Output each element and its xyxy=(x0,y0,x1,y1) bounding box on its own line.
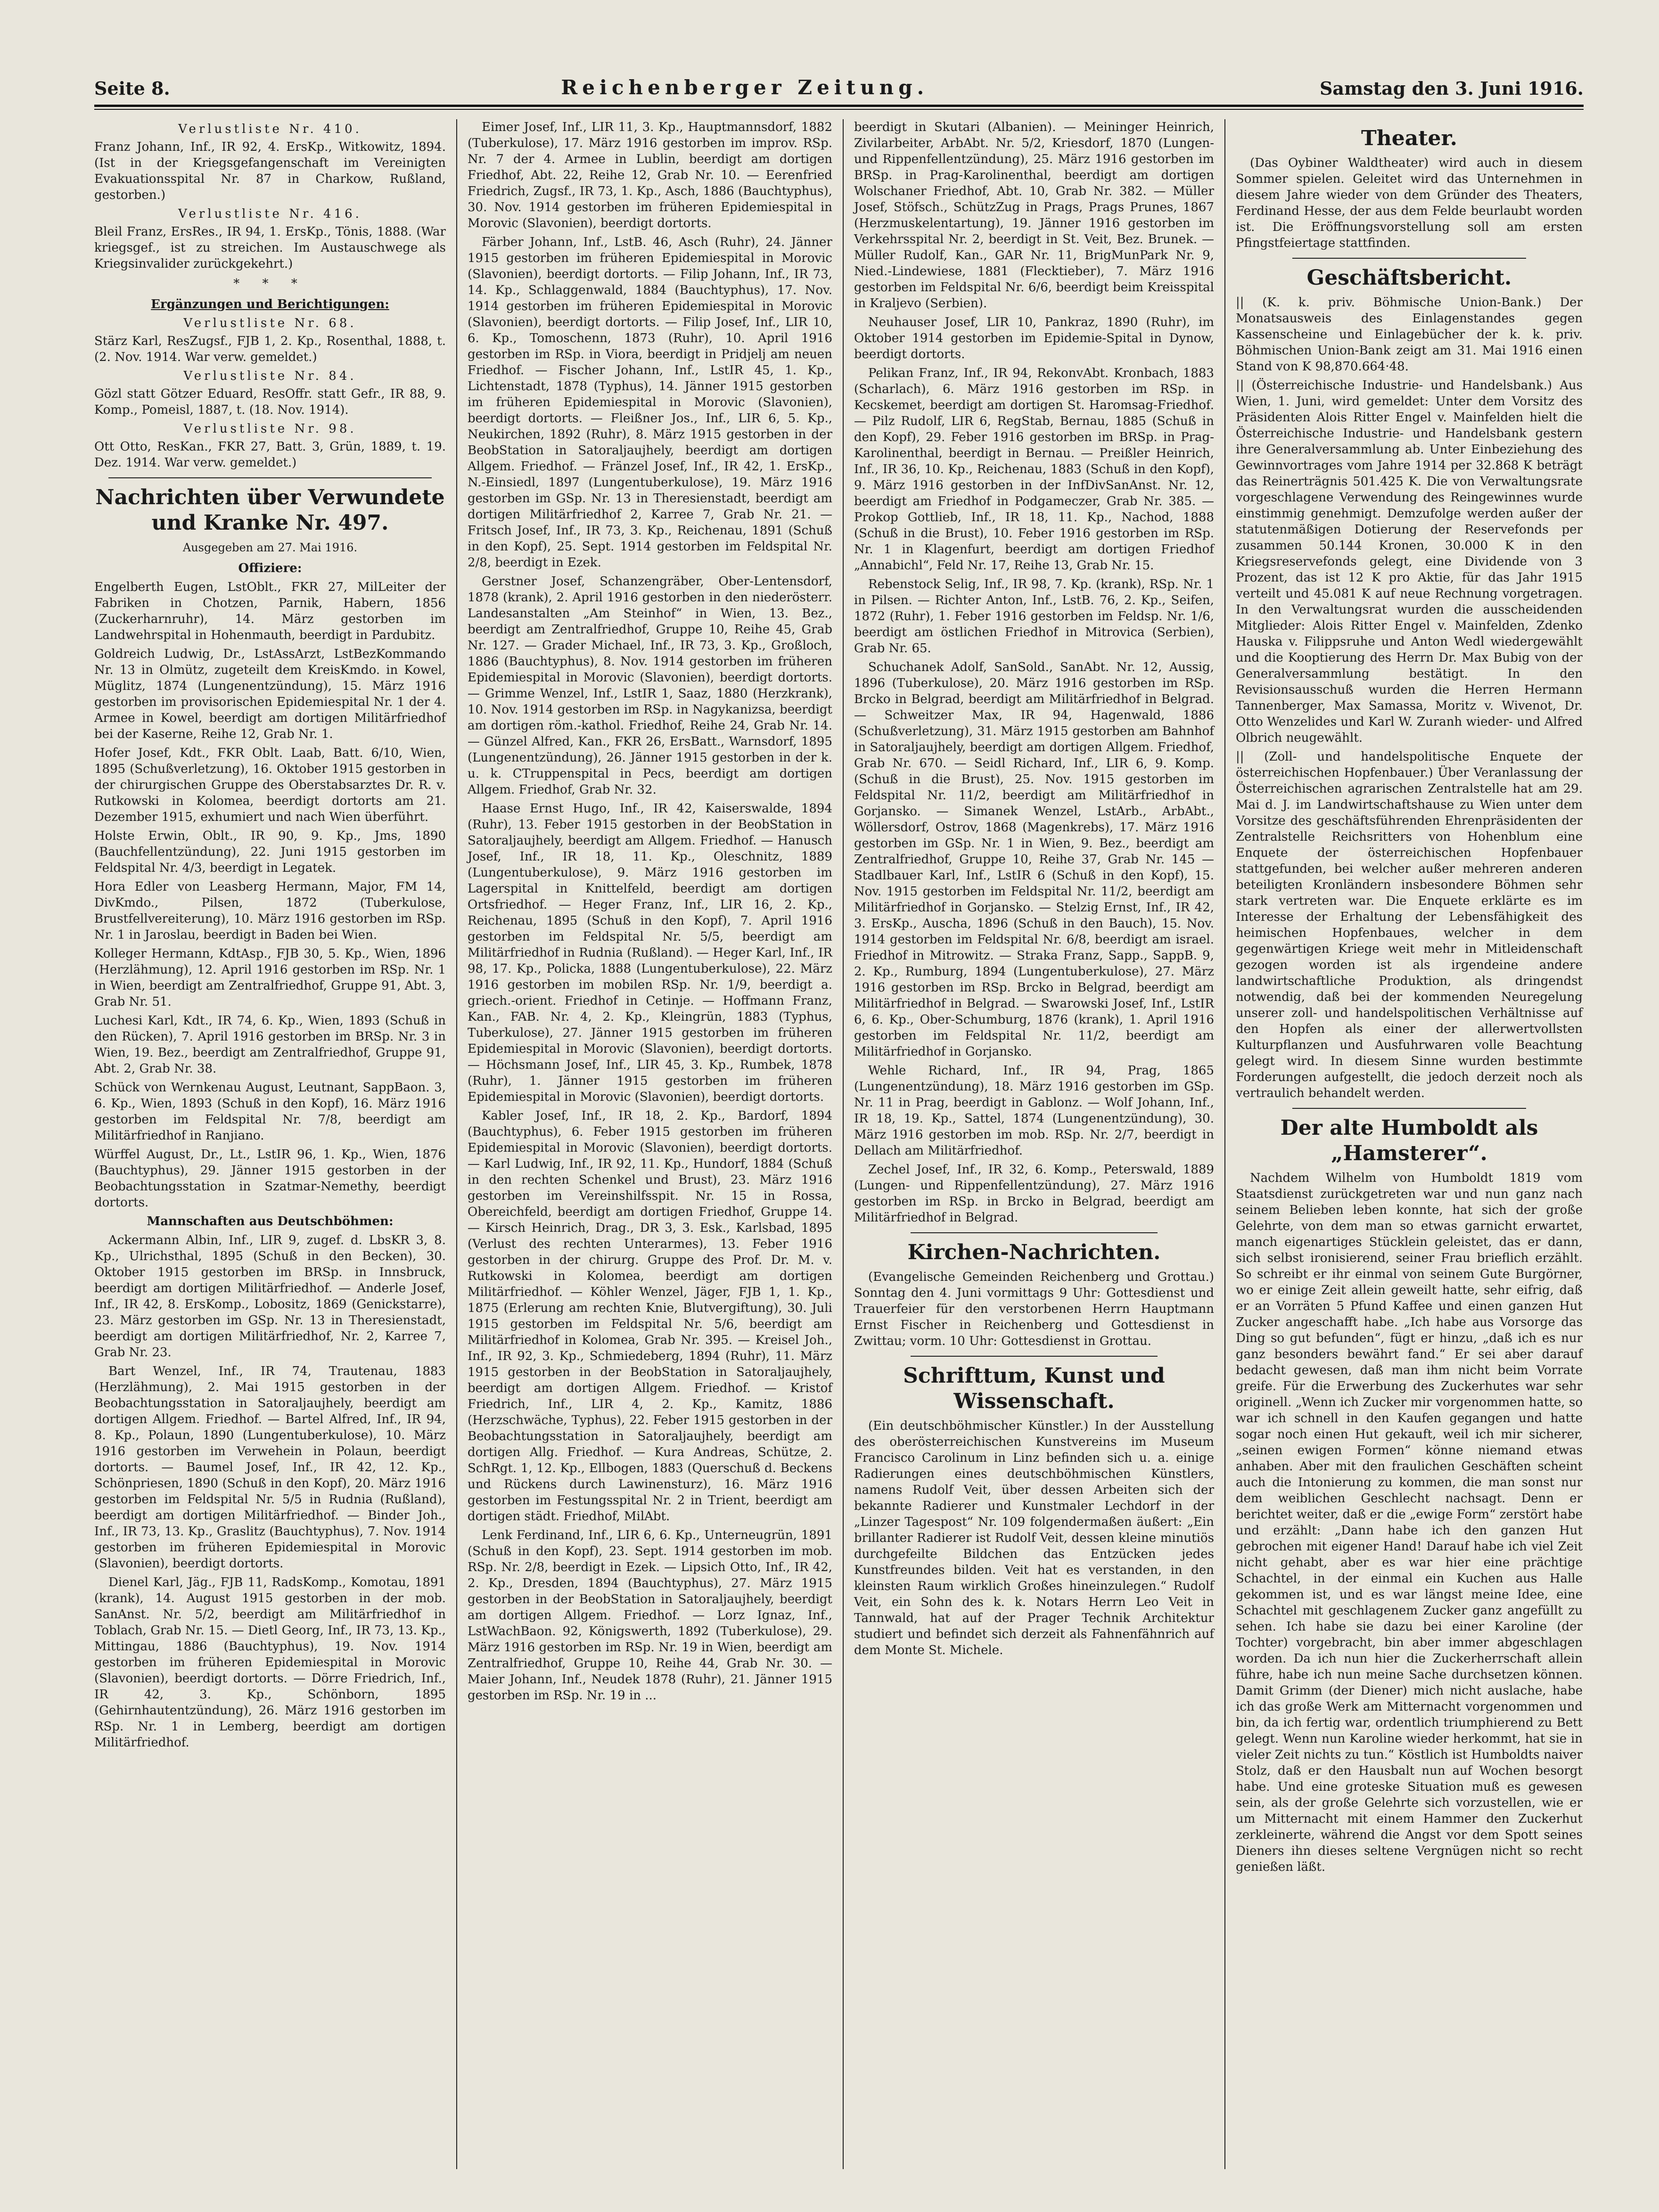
officer-entry: Luchesi Karl, Kdt., IR 74, 6. Kp., Wien, 1893 (Schuß in den Rücken), 7. April 1916 gestorben im BRSp. Nr. 3 in Wien, 19. Bez., beerdigt am Zentralfriedhof, Gruppe 91, Abt. 2, Grab Nr. 38. xyxy=(94,1014,446,1076)
wounded-news-title: Nachrichten über Verwundete und Kranke Nr. 497. xyxy=(95,485,445,535)
humboldt-article-text: Nachdem Wilhelm von Humboldt 1819 vom Staatsdienst zurückgetreten war und nun ganz nach seinem Belieben leben konnte, hat sich der große Gelehrte, von dem man so etwas garnicht erwartet, manch eigenartiges Stücklein geleistet, das er dann, sich selbst ironisierend, seiner Frau brieflich erzählt. So schreibt er ihr einmal von seinem Gute Burgörner, wo er einige Zeit allein geweilt hatte, sehr eifrig, daß er an Vorräten 5 Pfund Kaffee und einen ganzen Hut Zucker angeschafft habe. „Ich habe aus Vorsorge das Ding so gut befunden“, fügt er hinzu, „daß ich es nur ganz besonders bewährt fand.“ Er sei aber darauf bedacht gewesen, daß man ihm nicht beim Vorrate greife. Für die Erwerbung des Zuckerhutes war sehr originell. „Wenn ich Zucker mir vorgenommen hatte, so war ich schnell in den Kaufen gegangen und hatte sogar noch einen Hut gekauft, weil ich mir sicherer, „seinen ewigen Formen“ könne niemand etwas anhaben. Aber mit den fraulichen Geschäften scheint auch die Intonierung zu kommen, die man sonst nur dem weiblichen Geschlecht nachsagt. Denn er berichtet weiter, daß er die „ewige Form“ zerstört habe und erzählt: „Dann habe ich den ganzen Hut gebrochen mit eigener Hand! Darauf habe ich viel Zeit nicht gehabt, aber es war hier eine prächtige Schachtel, in der einmal ein Kuchen aus Halle gekommen ist, und es war längst meine Idee, eine Schachtel mit geschlagenem Zucker ganz angefüllt zu sehen. Ich habe sie dazu bei einer Karoline (der Tochter) vorgebracht, bin aber immer abgeschlagen worden. Da ich nun hier die Zuckerherrschaft allein führe, habe ich nun meine Sache durchsetzen können. Damit Grimm (der Diener) mich nicht auslache, habe ich das große Werk am Mitternacht vorgenommen und bin, da ich fertig war, ordentlich triumphierend zu Bett gelegt. Wenn nun Karoline wieder herkommt, hat sie in vieler Zeit nichts zu tun.“ Köstlich ist Humboldts naiver Stolz, daß er den Hausbalt nun auf Wochen besorgt habe. Und eine groteske Situation muß es gewesen sein, als der große Gelehrte sich vorzustellen, wie er um Mitternacht mit einem Hammer den Zuckerhut zerkleinerte, während die Angst vor dem Spott seines Dieners ihn dieses seltene Vergnügen nicht so recht genießen läßt. xyxy=(1236,1171,1583,1874)
loss-list-68-entry: Stärz Karl, ResZugsf., FJB 1, 2. Kp., Rosenthal, 1888, t. (2. Nov. 1914. War verw. gemeldet.) xyxy=(94,334,446,364)
corrections-title: Ergänzungen und Berichtigungen: xyxy=(151,297,389,311)
column-2 xyxy=(457,119,844,2169)
loss-list-84-title: Verlustliste Nr. 84. xyxy=(183,369,357,383)
section-divider xyxy=(911,1356,1158,1357)
literature-art-science-title: Schrifttum, Kunst und Wissenschaft. xyxy=(903,1364,1165,1413)
officer-entry: Holste Erwin, Oblt., IR 90, 9. Kp., Jms, 1890 (Bauchfellentzündung), 22. Juni 1915 gestorben im Feldspital Nr. 4/3, beerdigt in Legatek. xyxy=(94,829,446,875)
men-entry: Färber Johann, Inf., LstB. 46, Asch (Ruhr), 24. Jänner 1915 gestorben im früheren Epidemiespital in Morovic (Slavonien), beerdigt dortorts. — Filip Johann, Inf., IR 73, 14. Kp., Schlaggenwald, 1884 (Bauchtyphus), 17. Nov. 1914 gestorben im früheren Epidemiespital in Morovic (Slavonien), beerdigt dortorts. — Filip Josef, Inf., LIR 10, 6. Kp., Tomoschenn, 1873 (Ruhr), 10. April 1916 gestorben im RSp. in Viora, beerdigt in Pridjelj am neuen Friedhof. — Fischer Johann, Inf., LstIR 45, 1. Kp., Lichtenstadt, 1878 (Typhus), 14. Jänner 1915 gestorben im früheren Epidemiespital in Morovic (Slavonien), beerdigt dortorts. — Fleißner Jos., Inf., LIR 6, 5. Kp., Neukirchen, 1892 (Ruhr), 8. März 1915 gestorben in der BeobStation in Satoraljaujhely, beerdigt am dortigen Allgem. Friedhof. — Fränzel Josef, Inf., IR 42, 1. ErsKp., N.-Einsiedl, 1897 (Lungentuberkulose), 19. März 1916 gestorben im GSp. Nr. 13 in Theresienstadt, beerdigt am dortigen Militärfriedhof 2, Karree 7, Grab Nr. 21. — Fritsch Josef, Inf., IR 73, 3. Kp., Reichenau, 1891 (Schuß in den Kopf), 25. Sept. 1914 gestorben im Feldspital Nr. 2/8, beerdigt in Ezek. xyxy=(468,235,832,570)
officer-entry: Schück von Wernkenau August, Leutnant, SappBaon. 3, 6. Kp., Wien, 1893 (Schuß in den Kopf), 16. März 1916 gestorben im Feldspital Nr. 7/8, beerdigt am Militärfriedhof in Ranjiano. xyxy=(94,1081,446,1143)
men-entry: Lenk Ferdinand, Inf., LIR 6, 6. Kp., Unterneugrün, 1891 (Schuß in den Kopf), 23. Sept. 1914 gestorben im mob. RSp. Nr. 2/8, beerdigt in Ezek. — Lipsich Otto, Inf., IR 42, 2. Kp., Dresden, 1894 (Bauchtyphus), 27. März 1915 gestorben in der BeobStation in Satoraljaujhely, beerdigt am dortigen Allgem. Friedhof. — Lorz Ignaz, Inf., LstWachBaon. 92, Königswerth, 1892 (Tuberkulose), 29. März 1916 gestorben im RSp. Nr. 19 in Wien, beerdigt am Zentralfriedhof, Gruppe 10, Reihe 44, Grab Nr. 30. — Maier Johann, Inf., Neudek 1878 (Ruhr), 21. Jänner 1915 gestorben im RSp. Nr. 19 in ... xyxy=(468,1528,832,1703)
column-1 xyxy=(94,119,457,2169)
men-entry: Haase Ernst Hugo, Inf., IR 42, Kaiserswalde, 1894 (Ruhr), 13. Feber 1915 gestorben in der BeobStation in Satoraljaujhely, beerdigt am Allgem. Friedhof. — Hanusch Josef, Inf., IR 18, 11. Kp., Oleschnitz, 1889 (Lungentuberkulose), 9. März 1916 gestorben im Lagerspital in Knittelfeld, beerdigt am dortigen Ortsfriedhof. — Heger Franz, Inf., LIR 16, 2. Kp., Reichenau, 1895 (Schuß in den Kopf), 7. April 1916 gestorben im Feldspital Nr. 5/5, beerdigt am Militärfriedhof in Rudnia (Rußland). — Heger Karl, Inf., IR 98, 17. Kp., Policka, 1888 (Lungentuberkulose), 22. März 1916 gestorben im mobilen RSp. Nr. 1/9, beerdigt a. griech.-orient. Friedhof in Cetinje. — Hoffmann Franz, Kan., FAB. Nr. 4, 2. Kp., Kleingrün, 1883 (Typhus, Tuberkulose), 27. Jänner 1915 gestorben im früheren Epidemiespital in Morovic (Slavonien), beerdigt dortorts. — Höchsmann Josef, Inf., LIR 45, 3. Kp., Rumbek, 1878 (Ruhr), 1. Jänner 1915 gestorben im früheren Epidemiespital in Morovic (Slavonien), beerdigt dortorts. xyxy=(468,802,832,1104)
business-report-paragraph: || (Österreichische Industrie- und Handelsbank.) Aus Wien, 1. Juni, wird gemeldet: Unter dem Vorsitz des Präsidenten Alois Ritter Engel v. Mainfelden hielt die Österreichische Industrie- und Handelsbank gestern ihre Generalversammlung ab. Unter Einbeziehung des Gewinnvortrages vom Jahre 1914 per 32.868 K beträgt das Reinerträgnis 501.425 K. Die von Verwaltungsrate vorgeschlagene Verwendung des Reingewinnes wurde einstimmig genehmigt. Demzufolge werden außer der statutenmäßigen Dotierung der Reservefonds per zusammen 50.144 Kronen, 30.000 K in den Kriegsreservefonds gelegt, eine Dividende von 3 Prozent, das ist 12 K pro Aktie, für das Jahr 1915 verteilt und 45.081 K auf neue Rechnung vorgetragen. In den Verwaltungsrat wurden die ausscheidenden Mitglieder: Alois Ritter Engel v. Mainfelden, Zdenko Hauska v. Filippsruhe und Anton Wedl wiedergewählt und die Kooptierung des Herrn Dr. Max Bubig von der Generalversammlung bestätigt. In den Revisionsausschuß wurden die Herren Hermann Tannenberger, Max Samassa, Moritz v. Wivenot, Dr. Otto Wenzelides und Karl W. Zuranh wieder- und Alfred Olbrich neugewählt. xyxy=(1236,378,1583,745)
theater-text: (Das Oybiner Waldtheater) wird auch in diesem Sommer spielen. Geleitet wird das Unternehmen in diesem Jahre wieder von dem Gründer des Theaters, Ferdinand Hesse, der aus dem Felde beurlaubt worden ist. Die Eröffnungsvorstellung soll am ersten Pfingstfeiertage stattfinden. xyxy=(1236,156,1583,250)
church-news-text: (Evangelische Gemeinden Reichenberg und Grottau.) Sonntag den 4. Juni vormittags 9 Uhr: Gottesdienst und Trauerfeier für den verstorbenen Herrn Hauptmann Ernst Fischer in Reichenberg und Gottesdienst in Zwittau; vorm. 10 Uhr: Gottesdienst in Grottau. xyxy=(854,1270,1214,1348)
page-header xyxy=(94,71,1584,99)
column-4 xyxy=(1225,119,1593,2169)
men-entry: beerdigt in Skutari (Albanien). — Meininger Heinrich, Zivilarbeiter, ArbAbt. Nr. 5/2, Kriesdorf, 1870 (Lungen- und Rippenfellentzündung), 25. März 1916 gestorben im BRSp. in Prag-Karolinenthal, beerdigt am dortigen Wolschaner Friedhof, Abt. 10, Grab Nr. 382. — Müller Josef, Stöfsch., SchützZug in Prags, Prags Prunes, 1867 (Herzmuskelentartung), 19. Jänner 1916 gestorben im Verkehrsspital Nr. 2, beerdigt in St. Veit, Bez. Brunek. — Müller Rudolf, Kan., GAR Nr. 11, BrigMunPark Nr. 9, Nied.-Lindewiese, 1881 (Flecktieber), 7. März 1916 gestorben im Feldspital Nr. 6/6, beerdigt beim Kreisspital in Kraljevo (Serbien). xyxy=(854,120,1214,311)
officer-entry: Goldreich Ludwig, Dr., LstAssArzt, LstBezKommando Nr. 13 in Olmütz, zugeteilt dem KreisKmdo. in Kowel, Müglitz, 1874 (Lungenentzündung), 15. März 1916 gestorben im provisorischen Epidemiespital Nr. 1 der 4. Armee in Kowel, beerdigt am dortigen Militärfriedhof bei der Kaserne, Reihe 12, Grab Nr. 1. xyxy=(94,647,446,741)
article-columns xyxy=(94,119,1584,2169)
church-news-title: Kirchen-Nachrichten. xyxy=(907,1240,1161,1264)
issue-date: Samstag den 3. Juni 1916. xyxy=(1319,78,1584,99)
header-rule xyxy=(94,105,1584,107)
men-entry: Eimer Josef, Inf., LIR 11, 3. Kp., Hauptmannsdorf, 1882 (Tuberkulose), 17. März 1916 gestorben im improv. RSp. Nr. 7 der 4. Armee in Lublin, beerdigt am dortigen Friedhof, Abt. 22, Reihe 12, Grab Nr. 10. — Eerenfried Friedrich, Zugsf., IR 73, 1. Kp., Asch, 1886 (Bauchtyphus), 30. Nov. 1914 gestorben im früheren Epidemiespital in Morovic (Slavonien), beerdigt dortorts. xyxy=(468,120,832,230)
men-entry: Gerstner Josef, Schanzengräber, Ober-Lentensdorf, 1878 (krank), 2. April 1916 gestorben in den niederösterr. Landesanstalten „Am Steinhof“ in Wien, 13. Bez., beerdigt am Zentralfriedhof, Gruppe 10, Reihe 45, Grab Nr. 127. — Grader Michael, Inf., IR 73, 3. Kp., Großloch, 1886 (Bauchtyphus), 8. Nov. 1914 gestorben im früheren Epidemiespital in Morovic (Slavonien), beerdigt dortorts. — Grimme Wenzel, Inf., LstIR 1, Saaz, 1880 (Herzkrank), 10. Nov. 1914 gestorben im RSp. in Nagykanizsa, beerdigt am dortigen röm.-kathol. Friedhof, Reihe 24, Grab Nr. 14. — Günzel Alfred, Kan., FKR 26, ErsBatt., Warnsdorf, 1895 (Lungenentzündung), 26. Jänner 1915 gestorben in der k. u. k. CTruppenspital in Pecs, beerdigt am dortigen Allgem. Friedhof, Grab Nr. 32. xyxy=(468,574,832,797)
men-entry: Schuchanek Adolf, SanSold., SanAbt. Nr. 12, Aussig, 1896 (Tuberkulose), 20. März 1916 gestorben im RSp. Brcko in Belgrad, beerdigt am Militärfriedhof in Belgrad. — Schweitzer Max, IR 94, Hagenwald, 1886 (Schußverletzung), 31. März 1915 gestorben am Bahnhof in Satoraljaujhely, beerdigt am dortigen Allgem. Friedhof, Grab Nr. 670. — Seidl Richard, Inf., LIR 6, 9. Komp. (Schuß in die Brust), 25. Nov. 1915 gestorben im Feldspital Nr. 11/2, beerdigt am Militärfriedhof in Gorjansko. — Simanek Wenzel, LstArb., ArbAbt., Wöllersdorf, Ostrov, 1868 (Magenkrebs), 17. März 1916 gestorben im GSp. Nr. 1 in Wien, 9. Bez., beerdigt am Zentralfriedhof, Gruppe 10, Reihe 37, Grab Nr. 145 — Stadlbauer Karl, Inf., LstIR 6 (Schuß in den Kopf), 15. Nov. 1915 gestorben im Feldspital Nr. 11/2, beerdigt am Militärfriedhof in Gorjansko. — Stelzig Ernst, Inf., IR 42, 3. ErsKp., Auscha, 1896 (Schuß in den Bauch), 15. Nov. 1914 gestorben im Feldspital Nr. 6/8, beerdigt am israel. Friedhof in Mitrowitz. — Straka Franz, Sapp., SappB. 9, 2. Kp., Rumburg, 1894 (Lungentuberkulose), 27. März 1916 gestorben im RSp. Brcko in Belgrad, beerdigt am Militärfriedhof in Belgrad. — Swarowski Josef, Inf., LstIR 6, 6. Kp., Ober-Schumburg, 1876 (krank), 1. April 1916 gestorben im Feldspital Nr. 11/2, beerdigt am Militärfriedhof in Gorjansko. xyxy=(854,660,1214,1059)
men-entry: Bart Wenzel, Inf., IR 74, Trautenau, 1883 (Herzlähmung), 2. Mai 1915 gestorben in der Beobachtungsstation in Satoraljaujhely, beerdigt am dortigen Allgem. Friedhof. — Bartel Alfred, Inf., IR 94, 8. Kp., Polaun, 1890 (Lungentuberkulose), 10. März 1916 gestorben im Verwehein in Polaun, beerdigt dortorts. — Baumel Josef, Inf., IR 42, 12. Kp., Schönpriesen, 1890 (Schuß in den Kopf), 20. März 1916 gestorben im Feldspital Nr. 5/5 in Rudnia (Rußland), beerdigt am dortigen Militärfriedhof. — Binder Joh., Inf., IR 73, 13. Kp., Graslitz (Bauchtyphus), 7. Nov. 1914 gestorben im früheren Epidemiespital in Morovic (Slavonien), beerdigt dortorts. xyxy=(94,1364,446,1571)
loss-list-416-entry: Bleil Franz, ErsRes., IR 94, 1. ErsKp., Tönis, 1888. (War kriegsgef., ist zu streichen. Im Austauschwege als Kriegsinvalider zurückgekehrt.) xyxy=(94,225,446,271)
officers-heading: Offiziere: xyxy=(238,561,302,575)
officer-entry: Kolleger Hermann, KdtAsp., FJB 30, 5. Kp., Wien, 1896 (Herzlähmung), 12. April 1916 gestorben im RSp. Nr. 1 in Wien, beerdigt am Zentralfriedhof, Gruppe 91, Abt. 3, Grab Nr. 51. xyxy=(94,947,446,1009)
section-divider xyxy=(108,477,432,478)
officer-entry: Engelberth Eugen, LstOblt., FKR 27, MilLeiter der Fabriken in Chotzen, Parnik, Habern, 1856 (Zuckerharnruhr), 14. März gestorben im Landwehrspital in Hohenmauth, beerdigt in Pardubitz. xyxy=(94,580,446,642)
men-entry: Rebenstock Selig, Inf., IR 98, 7. Kp. (krank), RSp. Nr. 1 in Pilsen. — Richter Anton, Inf., LstB. 76, 2. Kp., Seifen, 1872 (Ruhr), 1. Feber 1916 gestorben im Feldsp. Nr. 1/6, beerdigt am östlichen Friedhof in Mitrovica (Serbien), Grab Nr. 65. xyxy=(854,577,1214,655)
page-number: Seite 8. xyxy=(94,78,170,99)
section-divider xyxy=(1292,258,1526,259)
loss-list-84-entry: Gözl statt Götzer Eduard, ResOffr. statt Gefr., IR 88, 9. Komp., Pomeisl, 1887, t. (18. Nov. 1914). xyxy=(94,387,446,417)
loss-list-68-title: Verlustliste Nr. 68. xyxy=(183,316,357,330)
header-rule-thin xyxy=(94,109,1584,110)
men-entry: Neuhauser Josef, LIR 10, Pankraz, 1890 (Ruhr), im Oktober 1914 gestorben im Epidemie-Spital in Dynow, beerdigt dortorts. xyxy=(854,315,1214,361)
section-divider xyxy=(1292,1108,1526,1109)
officer-entry: Hora Edler von Leasberg Hermann, Major, FM 14, DivKmdo., Pilsen, 1872 (Tuberkulose, Brustfellvereiterung), 10. März 1916 gestorben im RSp. Nr. 1 in Jaroslau, beerdigt in Baden bei Wien. xyxy=(94,880,446,942)
issued-date: Ausgegeben am 27. Mai 1916. xyxy=(182,541,358,554)
section-divider xyxy=(911,1232,1158,1233)
loss-list-410-title: Verlustliste Nr. 410. xyxy=(178,122,362,136)
men-entry: Zechel Josef, Inf., IR 32, 6. Komp., Peterswald, 1889 (Lungen- und Rippenfellentzündung), 27. März 1916 gestorben im RSp. in Brcko in Belgrad, beerdigt am Militärfriedhof in Belgrad. xyxy=(854,1163,1214,1225)
men-entry: Wehle Richard, Inf., IR 94, Prag, 1865 (Lungenentzündung), 18. März 1916 gestorben im GSp. Nr. 11 in Prag, beerdigt in Gablonz. — Wolf Johann, Inf., IR 18, 19. Kp., Sattel, 1874 (Lungenentzündung), 30. März 1916 gestorben im mob. RSp. Nr. 2/7, beerdigt in Dellach am Militärfriedhof. xyxy=(854,1064,1214,1158)
business-report-title: Geschäftsbericht. xyxy=(1306,266,1512,290)
men-entry: Ackermann Albin, Inf., LIR 9, zugef. d. LbsKR 3, 8. Kp., Ulrichsthal, 1895 (Schuß in den Becken), 30. Oktober 1915 gestorben im BRSp. in Innsbruck, beerdigt am dortigen Militärfriedhof. — Anderle Josef, Inf., IR 42, 8. ErsKomp., Lobositz, 1869 (Genickstarre), 23. März gestorben im GSp. Nr. 13 in Theresienstadt, beerdigt am dortigen Militärfriedhof, Nr. 2, Karree 7, Grab Nr. 23. xyxy=(94,1233,446,1360)
loss-list-98-entry: Ott Otto, ResKan., FKR 27, Batt. 3, Grün, 1889, t. 19. Dez. 1914. War verw. gemeldet.) xyxy=(94,440,446,470)
loss-list-416-title: Verlustliste Nr. 416. xyxy=(178,207,362,221)
business-report-paragraph: || (Zoll- und handelspolitische Enquete der österreichischen Hopfenbauer.) Über Veranlassung der Österreichischen agrarischen Zentralstelle hat am 29. Mai d. J. im Landwirtschaftshause zu Wien unter dem Vorsitze des geschäftsführenden Ehrenpräsidenten der Zentralstelle Reichsritters von Hohenblum eine Enquete der österreichischen Hopfenbauer stattgefunden, bei welcher außer mehreren anderen beteiligten Kronländern insbesondere Böhmen sehr stark vertreten war. Die Enquete erklärte es im Interesse der Erhaltung der Lebensfähigkeit des heimischen Hopfenbaues, welcher in dem gegenwärtigen Kriege weit mehr in Mitleidenschaft gezogen worden ist als irgendeine andere landwirtschaftliche Produktion, als dringendst notwendig, daß bei der kommenden Neuregelung unserer zoll- und handelspolitischen Verhältnisse auf den Hopfen als einer der allerwertvollsten Kulturpflanzen und Ausfuhrwaren volle Beachtung gelegt wird. In diesem Sinne wurden bestimmte Forderungen aufgestellt, die jedoch derzeit noch als vertraulich behandelt werden. xyxy=(1236,750,1583,1100)
divider-stars: * * * xyxy=(233,277,307,291)
column-3 xyxy=(844,119,1225,2169)
theater-title: Theater. xyxy=(1361,126,1457,150)
men-entry: Pelikan Franz, Inf., IR 94, RekonvAbt. Kronbach, 1883 (Scharlach), 6. März 1916 gestorben im RSp. in Kecskemet, beerdigt am dortigen St. Haromsag-Friedhof. — Pilz Rudolf, LIR 6, RegStab, Bernau, 1885 (Schuß in den Kopf), 29. Feber 1916 gestorben im BRSp. in Prag-Karolinenthal, beerdigt in Bernau. — Preißler Heinrich, Inf., IR 36, 10. Kp., Reichenau, 1883 (Schuß in den Kopf), 9. März 1916 gestorben in der InfDivSanAnst. Nr. 12, beerdigt am Friedhof in Podgameczer, Grab Nr. 385. — Prokop Gottlieb, Inf., IR 18, 11. Kp., Nachod, 1888 (Schuß in die Brust), 10. Feber 1916 gestorben im RSp. Nr. 1 in Klagenfurt, beerdigt am dortigen Friedhof „Annabichl“, Feld Nr. 17, Reihe 13, Grab Nr. 15. xyxy=(854,366,1214,573)
men-entry: Kabler Josef, Inf., IR 18, 2. Kp., Bardorf, 1894 (Bauchtyphus), 6. Feber 1915 gestorben im früheren Epidemiespital in Morovic (Slavonien), beerdigt dortorts. — Karl Ludwig, Inf., IR 92, 11. Kp., Hundorf, 1884 (Schuß in den rechten Schenkel und Brust), 23. März 1916 gestorben im Vereinshilfsspit. Nr. 15 in Rossa, Obereichfeld, beerdigt am dortigen Friedhof, Gruppe 14. — Kirsch Heinrich, Drag., DR 3, 3. Esk., Karlsbad, 1895 (Verlust des rechten Unterarmes), 13. Feber 1916 gestorben in der chirurg. Gruppe des Prof. Dr. M. v. Rutkowski in Kolomea, beerdigt am dortigen Militärfriedhof. — Köhler Wenzel, Jäger, FJB 1, 1. Kp., 1875 (Erlerung am rechten Knie, Blutvergiftung), 30. Juli 1915 gestorben im Feldspital Nr. 5/6, beerdigt am Militärfriedhof in Kolomea, Grab Nr. 395. — Kreisel Joh., Inf., IR 92, 3. Kp., Schmiedeberg, 1894 (Ruhr), 11. März 1915 gestorben in der BeobStation in Satoraljaujhely, beerdigt am dortigen Allgem. Friedhof. — Kristof Friedrich, Inf., LIR 4, 2. Kp., Kamitz, 1886 (Herzschwäche, Typhus), 22. Feber 1915 gestorben in der Beobachtungsstation in Satoraljaujhely, beerdigt am dortigen Allg. Friedhof. — Kura Andreas, Schütze, 2. SchRgt. 1, 12. Kp., Ellbogen, 1883 (Querschuß d. Beckens und Rückens durch Lawinensturz), 16. März 1916 gestorben im Festungsspital Nr. 2 in Trient, beerdigt am dortigen städt. Friedhof, MilAbt. xyxy=(468,1109,832,1524)
business-report-paragraph: || (K. k. priv. Böhmische Union-Bank.) Der Monatsausweis des Einlagenstandes gegen Kassenscheine und Einlagebücher der k. k. priv. Böhmischen Union-Bank zeigt am 31. Mai 1916 einen Stand von K 98,870.664·48. xyxy=(1236,295,1583,374)
humboldt-article-title: Der alte Humboldt als „Hamsterer“. xyxy=(1280,1116,1538,1165)
men-heading: Mannschaften aus Deutschböhmen: xyxy=(147,1214,394,1229)
loss-list-98-title: Verlustliste Nr. 98. xyxy=(183,422,357,436)
officer-entry: Hofer Josef, Kdt., FKR Oblt. Laab, Batt. 6/10, Wien, 1895 (Schußverletzung), 16. Oktober 1915 gestorben in der chirurgischen Gruppe des Oberstabsarztes Dr. R. v. Rutkowski in Kolomea, beerdigt dortorts am 21. Dezember 1915, exhumiert und nach Wien überführt. xyxy=(94,746,446,824)
officer-entry: Würffel August, Dr., Lt., LstIR 96, 1. Kp., Wien, 1876 (Bauchtyphus), 29. Jänner 1915 gestorben in der Beobachtungsstation in Szatmar-Nemethy, beerdigt dortorts. xyxy=(94,1147,446,1210)
men-entry: Dienel Karl, Jäg., FJB 11, RadsKomp., Komotau, 1891 (krank), 14. August 1915 gestorben in der mob. SanAnst. Nr. 5/2, beerdigt am Militärfriedhof in Toblach, Grab Nr. 15. — Dietl Georg, Inf., IR 73, 13. Kp., Mittingau, 1886 (Bauchtyphus), 19. Nov. 1914 gestorben im früheren Epidemiespital in Morovic (Slavonien), beerdigt dortorts. — Dörre Friedrich, Inf., IR 42, 3. Kp., Schönborn, 1895 (Gehirnhautentzündung), 26. März 1916 gestorben im RSp. Nr. 1 in Lemberg, beerdigt am dortigen Militärfriedhof. xyxy=(94,1575,446,1750)
loss-list-410-entry: Franz Johann, Inf., IR 92, 4. ErsKp., Witkowitz, 1894. (Ist in der Kriegsgefangenschaft im Vereinigten Evakuationsspital Nr. 87 in Charkow, Rußland, gestorben.) xyxy=(94,140,446,202)
newspaper-title: Reichenberger Zeitung. xyxy=(561,76,929,99)
literature-art-science-text: (Ein deutschböhmischer Künstler.) In der Ausstellung des oberösterreichischen Kunstvereins im Museum Francisco Carolinum in Linz befinden sich u. a. einige Radierungen eines deutschböhmischen Künstlers, namens Rudolf Veit, über dessen Arbeiten sich der bekannte Radierer und Kunstmaler Lechdorf in der „Linzer Tagespost“ Nr. 109 folgendermaßen äußert: „Ein brillanter Radierer ist Rudolf Veit, dessen kleine minutiös durchgefeilte Bildchen das Entzücken jedes Kunstfreundes bilden. Veit hat es verstanden, in den kleinsten Raum wirklich Großes hineinzulegen.“ Rudolf Veit, ein Sohn des k. k. Notars Herrn Leo Veit in Tannwald, hat auf der Prager Technik Architektur studiert und befindet sich derzeit als Fahnenfähnrich auf dem Monte St. Michele. xyxy=(854,1419,1214,1657)
